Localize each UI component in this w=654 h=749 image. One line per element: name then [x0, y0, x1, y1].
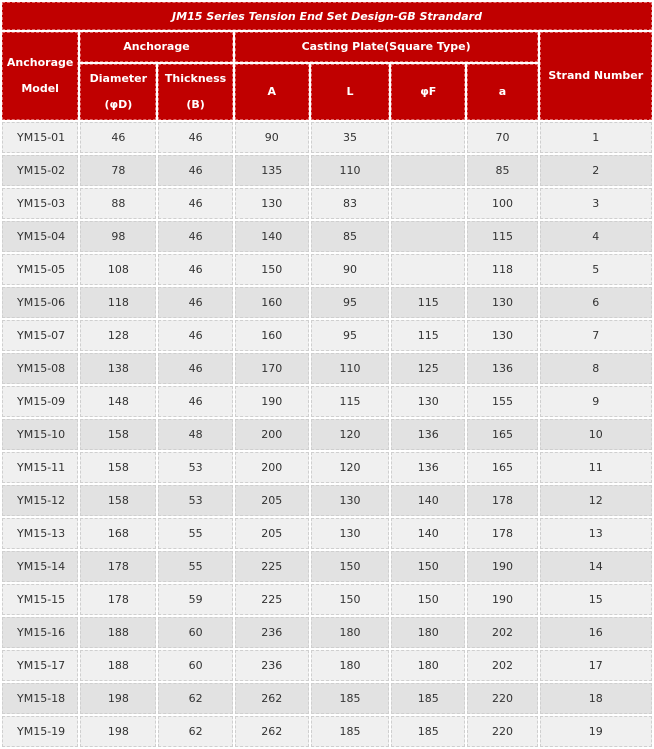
cell-thickness: 59	[158, 584, 232, 615]
cell-model: YM15-03	[2, 188, 78, 219]
cell-model: YM15-13	[2, 518, 78, 549]
cell-L: 90	[311, 254, 389, 285]
header-diameter: Diameter (φD)	[80, 64, 156, 120]
cell-A: 90	[235, 122, 309, 153]
cell-A: 205	[235, 518, 309, 549]
cell-thickness: 46	[158, 254, 232, 285]
cell-diameter: 118	[80, 287, 156, 318]
cell-a: 190	[467, 551, 537, 582]
cell-strand-number: 5	[540, 254, 652, 285]
table-row	[2, 584, 652, 615]
cell-model: YM15-06	[2, 287, 78, 318]
table-row	[2, 617, 652, 648]
cell-diameter: 178	[80, 584, 156, 615]
cell-strand-number: 1	[540, 122, 652, 153]
table-body	[2, 122, 652, 747]
cell-L: 83	[311, 188, 389, 219]
cell-strand-number: 13	[540, 518, 652, 549]
table-row	[2, 353, 652, 384]
cell-A: 150	[235, 254, 309, 285]
cell-A: 160	[235, 320, 309, 351]
table-row	[2, 716, 652, 747]
cell-model: YM15-08	[2, 353, 78, 384]
cell-L: 130	[311, 485, 389, 516]
cell-a: 85	[467, 155, 537, 186]
cell-A: 200	[235, 452, 309, 483]
table-row	[2, 122, 652, 153]
cell-thickness: 53	[158, 485, 232, 516]
header-strand-number: Strand Number	[540, 32, 652, 120]
cell-thickness: 55	[158, 551, 232, 582]
cell-a: 178	[467, 485, 537, 516]
cell-a: 155	[467, 386, 537, 417]
cell-A: 135	[235, 155, 309, 186]
cell-phiF	[391, 188, 465, 219]
cell-model: YM15-11	[2, 452, 78, 483]
cell-phiF: 185	[391, 716, 465, 747]
cell-strand-number: 15	[540, 584, 652, 615]
cell-diameter: 128	[80, 320, 156, 351]
cell-thickness: 46	[158, 155, 232, 186]
cell-thickness: 46	[158, 188, 232, 219]
cell-phiF: 150	[391, 584, 465, 615]
cell-L: 85	[311, 221, 389, 252]
cell-model: YM15-09	[2, 386, 78, 417]
cell-strand-number: 7	[540, 320, 652, 351]
cell-diameter: 138	[80, 353, 156, 384]
cell-strand-number: 8	[540, 353, 652, 384]
header-phiF: φF	[391, 64, 465, 120]
cell-diameter: 88	[80, 188, 156, 219]
cell-strand-number: 12	[540, 485, 652, 516]
cell-thickness: 46	[158, 353, 232, 384]
cell-model: YM15-15	[2, 584, 78, 615]
cell-L: 115	[311, 386, 389, 417]
table-row	[2, 155, 652, 186]
cell-strand-number: 14	[540, 551, 652, 582]
cell-diameter: 188	[80, 650, 156, 681]
cell-model: YM15-07	[2, 320, 78, 351]
cell-A: 236	[235, 617, 309, 648]
cell-L: 130	[311, 518, 389, 549]
cell-L: 110	[311, 155, 389, 186]
cell-diameter: 188	[80, 617, 156, 648]
cell-A: 200	[235, 419, 309, 450]
header-L: L	[311, 64, 389, 120]
cell-L: 150	[311, 584, 389, 615]
cell-thickness: 46	[158, 122, 232, 153]
cell-a: 202	[467, 650, 537, 681]
cell-diameter: 158	[80, 419, 156, 450]
cell-a: 165	[467, 419, 537, 450]
cell-diameter: 198	[80, 716, 156, 747]
cell-model: YM15-04	[2, 221, 78, 252]
cell-phiF: 140	[391, 518, 465, 549]
table-row	[2, 452, 652, 483]
cell-thickness: 60	[158, 650, 232, 681]
cell-phiF	[391, 221, 465, 252]
cell-A: 170	[235, 353, 309, 384]
header-anchorage: Anchorage	[80, 32, 232, 62]
cell-phiF	[391, 155, 465, 186]
cell-diameter: 148	[80, 386, 156, 417]
cell-a: 115	[467, 221, 537, 252]
table-row	[2, 386, 652, 417]
cell-A: 190	[235, 386, 309, 417]
cell-phiF: 136	[391, 452, 465, 483]
cell-model: YM15-01	[2, 122, 78, 153]
cell-diameter: 108	[80, 254, 156, 285]
cell-strand-number: 3	[540, 188, 652, 219]
cell-diameter: 198	[80, 683, 156, 714]
header-thickness: Thickness (B)	[158, 64, 232, 120]
cell-model: YM15-18	[2, 683, 78, 714]
cell-model: YM15-05	[2, 254, 78, 285]
table-row	[2, 254, 652, 285]
cell-L: 180	[311, 617, 389, 648]
cell-a: 190	[467, 584, 537, 615]
header-A: A	[235, 64, 309, 120]
cell-a: 130	[467, 287, 537, 318]
cell-thickness: 62	[158, 683, 232, 714]
cell-strand-number: 6	[540, 287, 652, 318]
table-row	[2, 650, 652, 681]
cell-strand-number: 17	[540, 650, 652, 681]
cell-strand-number: 19	[540, 716, 652, 747]
cell-a: 118	[467, 254, 537, 285]
cell-strand-number: 11	[540, 452, 652, 483]
cell-L: 120	[311, 419, 389, 450]
cell-phiF: 185	[391, 683, 465, 714]
cell-L: 185	[311, 716, 389, 747]
cell-L: 95	[311, 287, 389, 318]
table-title: JM15 Series Tension End Set Design-GB Strandard	[2, 2, 652, 30]
cell-thickness: 53	[158, 452, 232, 483]
cell-strand-number: 2	[540, 155, 652, 186]
cell-thickness: 46	[158, 386, 232, 417]
cell-thickness: 55	[158, 518, 232, 549]
cell-a: 202	[467, 617, 537, 648]
cell-phiF: 115	[391, 287, 465, 318]
cell-phiF: 115	[391, 320, 465, 351]
cell-A: 130	[235, 188, 309, 219]
cell-A: 262	[235, 683, 309, 714]
cell-model: YM15-16	[2, 617, 78, 648]
cell-A: 225	[235, 584, 309, 615]
cell-diameter: 178	[80, 551, 156, 582]
cell-strand-number: 10	[540, 419, 652, 450]
table-row	[2, 188, 652, 219]
cell-a: 130	[467, 320, 537, 351]
cell-phiF: 130	[391, 386, 465, 417]
table-row	[2, 419, 652, 450]
cell-a: 136	[467, 353, 537, 384]
header-a: a	[467, 64, 537, 120]
header-model: Anchorage Model	[2, 32, 78, 120]
cell-diameter: 158	[80, 452, 156, 483]
cell-L: 150	[311, 551, 389, 582]
cell-A: 160	[235, 287, 309, 318]
cell-strand-number: 18	[540, 683, 652, 714]
table-row	[2, 221, 652, 252]
cell-strand-number: 16	[540, 617, 652, 648]
cell-A: 205	[235, 485, 309, 516]
cell-diameter: 46	[80, 122, 156, 153]
cell-thickness: 62	[158, 716, 232, 747]
cell-A: 140	[235, 221, 309, 252]
cell-A: 262	[235, 716, 309, 747]
cell-thickness: 60	[158, 617, 232, 648]
cell-a: 178	[467, 518, 537, 549]
cell-A: 236	[235, 650, 309, 681]
cell-phiF: 150	[391, 551, 465, 582]
cell-diameter: 158	[80, 485, 156, 516]
cell-a: 70	[467, 122, 537, 153]
cell-thickness: 46	[158, 287, 232, 318]
cell-L: 110	[311, 353, 389, 384]
cell-diameter: 78	[80, 155, 156, 186]
cell-model: YM15-12	[2, 485, 78, 516]
cell-a: 100	[467, 188, 537, 219]
cell-phiF: 125	[391, 353, 465, 384]
cell-model: YM15-02	[2, 155, 78, 186]
cell-model: YM15-19	[2, 716, 78, 747]
cell-phiF	[391, 122, 465, 153]
cell-phiF: 140	[391, 485, 465, 516]
cell-model: YM15-10	[2, 419, 78, 450]
cell-thickness: 46	[158, 320, 232, 351]
table-row	[2, 683, 652, 714]
cell-L: 120	[311, 452, 389, 483]
table-row	[2, 485, 652, 516]
cell-a: 220	[467, 683, 537, 714]
cell-thickness: 48	[158, 419, 232, 450]
cell-model: YM15-17	[2, 650, 78, 681]
table-row	[2, 551, 652, 582]
cell-strand-number: 4	[540, 221, 652, 252]
cell-phiF: 136	[391, 419, 465, 450]
cell-phiF: 180	[391, 617, 465, 648]
cell-phiF	[391, 254, 465, 285]
cell-strand-number: 9	[540, 386, 652, 417]
table-row	[2, 320, 652, 351]
header-casting-plate: Casting Plate(Square Type)	[235, 32, 538, 62]
cell-diameter: 98	[80, 221, 156, 252]
cell-L: 185	[311, 683, 389, 714]
cell-L: 35	[311, 122, 389, 153]
cell-a: 220	[467, 716, 537, 747]
table-row	[2, 518, 652, 549]
cell-L: 180	[311, 650, 389, 681]
cell-model: YM15-14	[2, 551, 78, 582]
cell-diameter: 168	[80, 518, 156, 549]
cell-a: 165	[467, 452, 537, 483]
table-row	[2, 287, 652, 318]
cell-L: 95	[311, 320, 389, 351]
cell-thickness: 46	[158, 221, 232, 252]
cell-A: 225	[235, 551, 309, 582]
cell-phiF: 180	[391, 650, 465, 681]
